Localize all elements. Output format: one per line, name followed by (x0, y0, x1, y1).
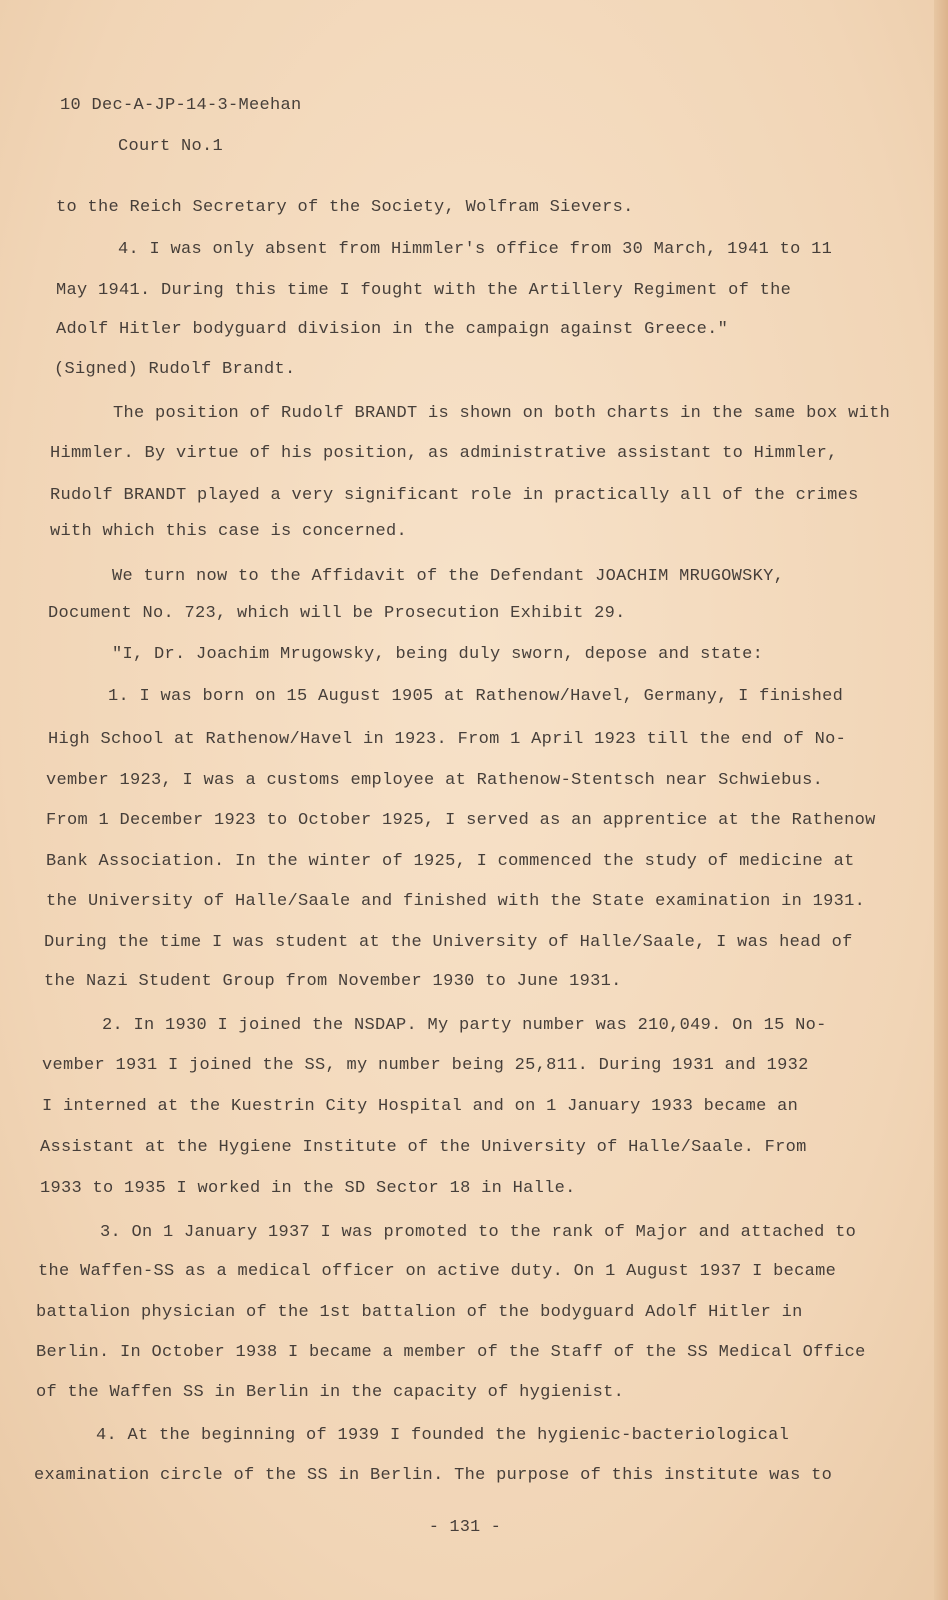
body-line: "I, Dr. Joachim Mrugowsky, being duly sworn, depose and state: (112, 645, 764, 664)
body-line: vember 1931 I joined the SS, my number being 25,811. During 1931 and 1932 (42, 1056, 809, 1075)
body-line: Berlin. In October 1938 I became a member of the Staff of the SS Medical Office (36, 1343, 866, 1362)
body-line: 2. In 1930 I joined the NSDAP. My party number was 210,049. On 15 No- (102, 1016, 827, 1035)
body-line: Assistant at the Hygiene Institute of the University of Halle/Saale. From (40, 1138, 807, 1157)
body-line: the University of Halle/Saale and finished with the State examination in 1931. (46, 892, 866, 911)
body-line: with which this case is concerned. (50, 522, 408, 541)
body-line: the Nazi Student Group from November 1930 to June 1931. (44, 972, 622, 991)
body-line: vember 1923, I was a customs employee at Rathenow-Stentsch near Schwiebus. (46, 771, 824, 790)
body-line: 4. At the beginning of 1939 I founded the hygienic-bacteriological (96, 1426, 790, 1445)
body-line: I interned at the Kuestrin City Hospital and on 1 January 1933 became an (42, 1097, 799, 1116)
body-line: Rudolf BRANDT played a very significant role in practically all of the crimes (50, 486, 859, 505)
signature-line: (Signed) Rudolf Brandt. (54, 360, 296, 379)
body-line: We turn now to the Affidavit of the Defendant JOACHIM MRUGOWSKY, (112, 567, 785, 586)
body-line: May 1941. During this time I fought with the Artillery Regiment of the (56, 281, 792, 300)
body-line: 3. On 1 January 1937 I was promoted to the rank of Major and attached to (100, 1223, 857, 1242)
body-line: examination circle of the SS in Berlin. The purpose of this institute was to (34, 1466, 833, 1485)
body-line: Bank Association. In the winter of 1925, I commenced the study of medicine at (46, 852, 855, 871)
page-number: - 131 - (428, 1518, 502, 1537)
body-line: 4. I was only absent from Himmler's office from 30 March, 1941 to 11 (118, 240, 833, 259)
body-line: the Waffen-SS as a medical officer on active duty. On 1 August 1937 I became (38, 1262, 837, 1281)
body-line: to the Reich Secretary of the Society, Wolfram Sievers. (56, 198, 634, 217)
body-line: Himmler. By virtue of his position, as administrative assistant to Himmler, (50, 444, 838, 463)
paper-edge (934, 0, 948, 1600)
body-line: Document No. 723, which will be Prosecution Exhibit 29. (48, 604, 626, 623)
body-line: High School at Rathenow/Havel in 1923. From 1 April 1923 till the end of No- (48, 730, 847, 749)
body-line: 1. I was born on 15 August 1905 at Rathenow/Havel, Germany, I finished (108, 687, 844, 706)
body-line: 1933 to 1935 I worked in the SD Sector 18 in Halle. (40, 1179, 576, 1198)
body-line: During the time I was student at the University of Halle/Saale, I was head of (44, 933, 853, 952)
document-reference: 10 Dec-A-JP-14-3-Meehan (60, 96, 302, 115)
body-line: From 1 December 1923 to October 1925, I served as an apprentice at the Rathenow (46, 811, 876, 830)
body-line: Adolf Hitler bodyguard division in the campaign against Greece." (56, 320, 729, 339)
body-line: The position of Rudolf BRANDT is shown on both charts in the same box with (113, 404, 891, 423)
body-line: battalion physician of the 1st battalion of the bodyguard Adolf Hitler in (36, 1303, 803, 1322)
body-line: of the Waffen SS in Berlin in the capacity of hygienist. (36, 1383, 625, 1402)
court-label: Court No.1 (118, 137, 224, 156)
